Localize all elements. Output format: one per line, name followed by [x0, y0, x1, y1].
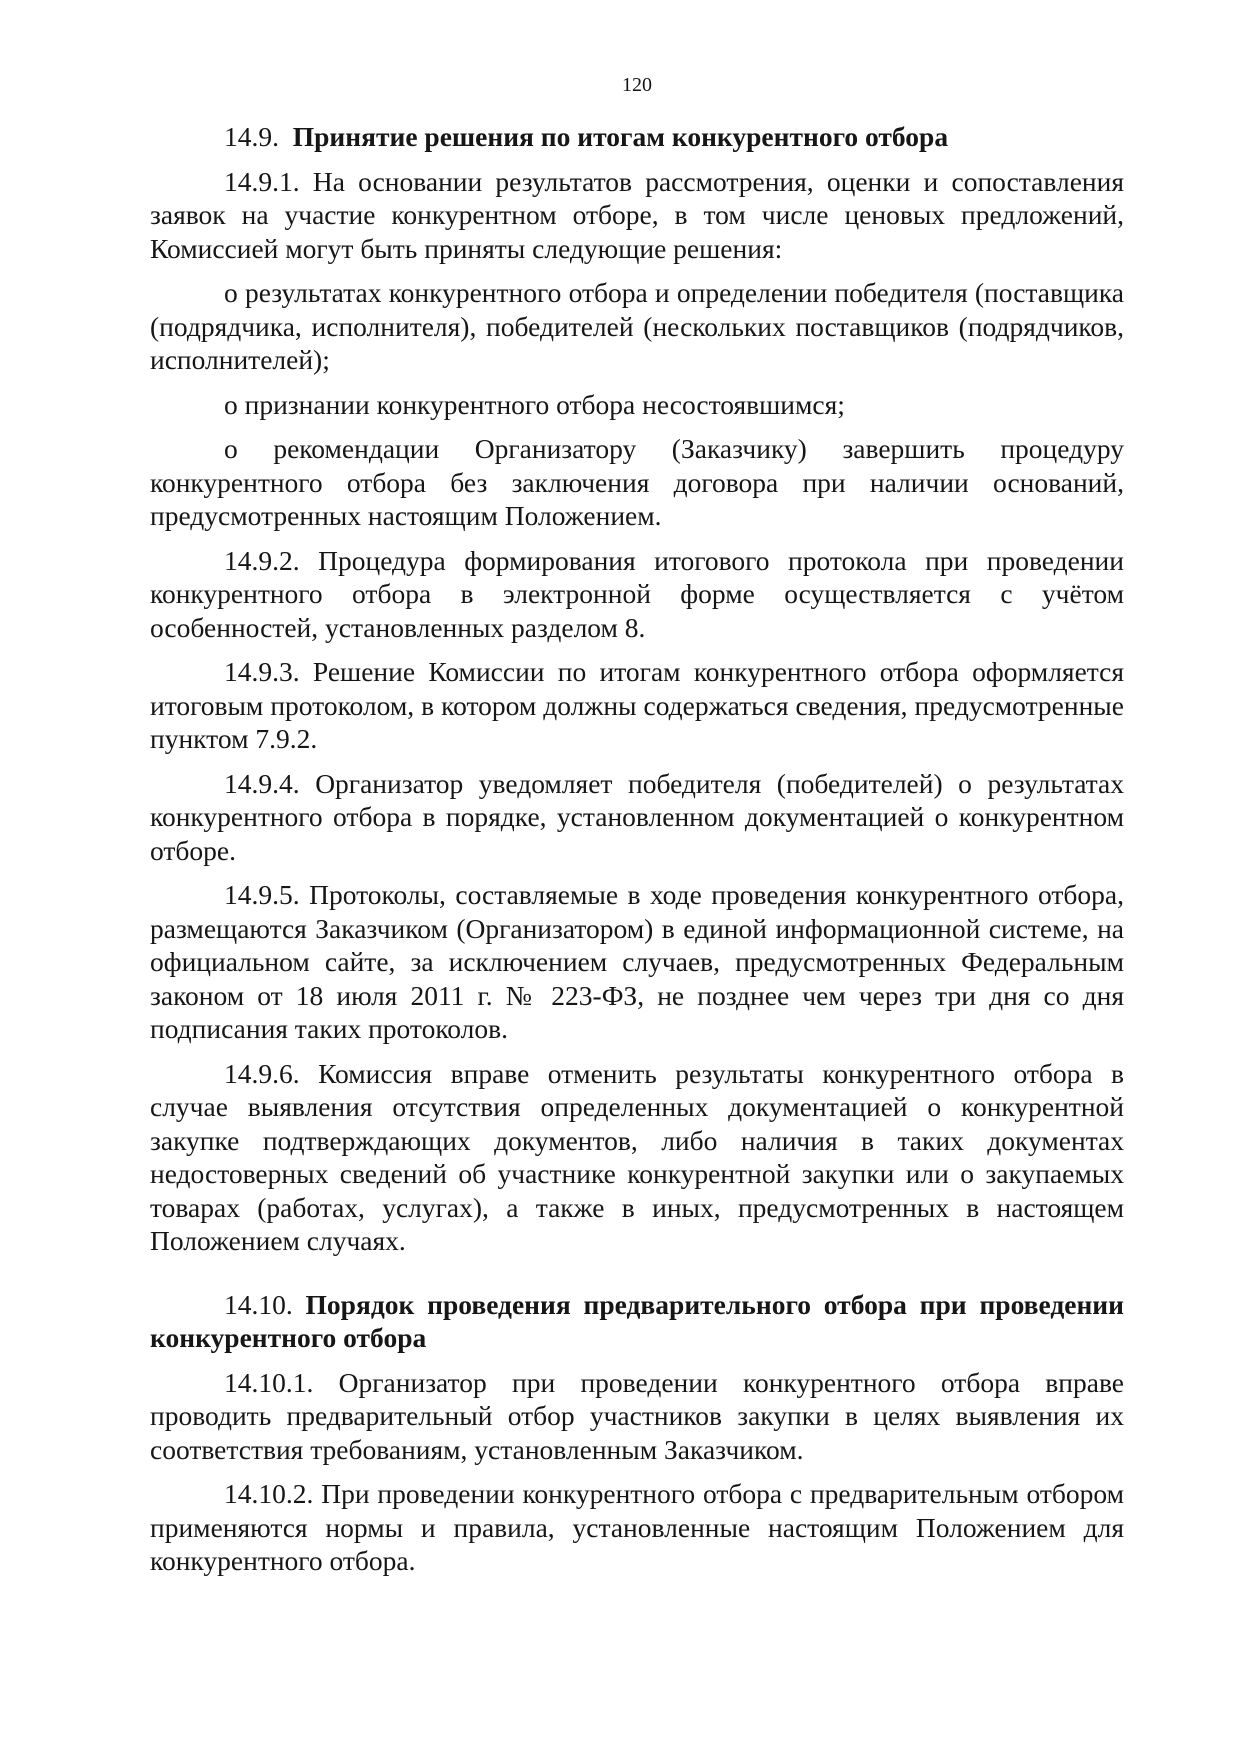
section-title: Порядок проведения предварительного отбора при проведении конкурентного отбора: [150, 1288, 1124, 1353]
paragraph-14-9-6: 14.9.6. Комиссия вправе отменить результаты конкурентного отбора в случае выявления отсутствия определенных документацией о конкурентной закупке подтверждающих документов, либо наличия в таких документах недостоверных сведений об участнике конкурентной закупки или о закупаемых товарах (работах, услугах), а также в иных, предусмотренных в настоящем Положением случаях.: [150, 1057, 1124, 1256]
paragraph-14-10-2: 14.10.2. При проведении конкурентного отбора с предварительным отбором применяются нормы и правила, установленные настоящим Положением для конкурентного отбора.: [150, 1478, 1124, 1576]
list-item: о результатах конкурентного отбора и определении победителя (поставщика (подрядчика, исполнителя), победителей (нескольких поставщиков (подрядчиков, исполнителей);: [150, 277, 1124, 375]
paragraph-14-9-3: 14.9.3. Решение Комиссии по итогам конкурентного отбора оформляется итоговым протоколом, в котором должны содержаться сведения, предусмотренные пунктом 7.9.2.: [150, 656, 1124, 754]
list-item: о рекомендации Организатору (Заказчику) завершить процедуру конкурентного отбора без заключения договора при наличии оснований, предусмотренных настоящим Положением.: [150, 433, 1124, 531]
paragraph-14-10-1: 14.10.1. Организатор при проведении конкурентного отбора вправе проводить предварительный отбор участников закупки в целях выявления их соответствия требованиям, установленным Заказчиком.: [150, 1366, 1124, 1465]
section-number: 14.10.: [224, 1288, 293, 1320]
page-content: [150, 120, 1124, 1589]
section-number: 14.9.: [224, 121, 279, 152]
list-item: о признании конкурентного отбора несостоявшимся;: [224, 388, 845, 420]
section-title: Принятие решения по итогам конкурентного отбора: [292, 121, 949, 152]
page-number: 120: [622, 74, 652, 96]
paragraph-14-9-4: 14.9.4. Организатор уведомляет победителя (победителей) о результатах конкурентного отбора в порядке, установленном документацией о конкурентном отборе.: [150, 767, 1124, 866]
section-heading-14-10: [150, 1288, 1124, 1355]
paragraph-14-9-2: 14.9.2. Процедура формирования итогового протокола при проведении конкурентного отбора в электронной форме осуществляется с учётом особенностей, установленных разделом 8.: [150, 544, 1124, 643]
paragraph-14-9-1: 14.9.1. На основании результатов рассмотрения, оценки и сопоставления заявок на участие конкурентном отборе, в том числе ценовых предложений, Комиссией могут быть приняты следующие решения:: [150, 165, 1124, 264]
paragraph-14-9-5: 14.9.5. Протоколы, составляемые в ходе проведения конкурентного отбора, размещаются Заказчиком (Организатором) в единой информационной системе, на официальном сайте, за исключением случаев, предусмотренных Федеральным законом от 18 июля 2011 г. № 223-ФЗ, не позднее чем через три дня со дня подписания таких протоколов.: [150, 879, 1124, 1044]
section-heading-14-9: [150, 120, 1124, 154]
